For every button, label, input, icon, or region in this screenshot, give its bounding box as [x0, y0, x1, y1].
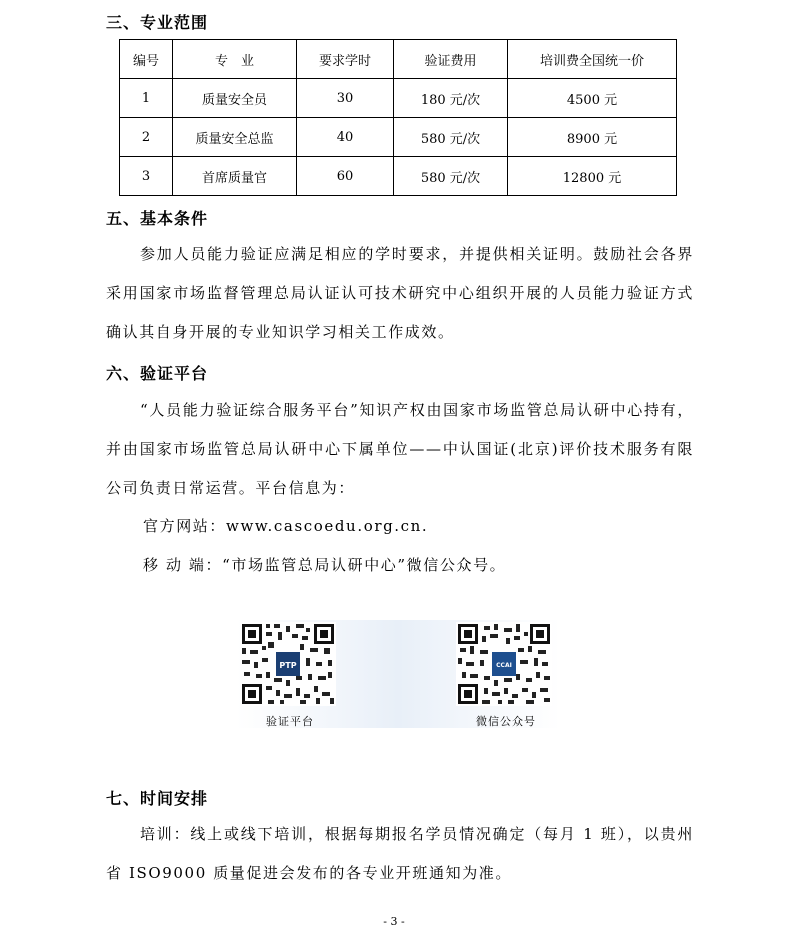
- table-row: [120, 157, 677, 196]
- cell-number: 1: [120, 79, 173, 118]
- col-header-hours: 要求学时: [297, 40, 394, 79]
- cell-training-price: 8900 元: [508, 118, 677, 157]
- cell-fee: 580 元/次: [394, 157, 508, 196]
- qr-code-icon: [240, 622, 336, 706]
- qr-block-platform: [240, 622, 340, 732]
- basic-conditions-paragraph: 参加人员能力验证应满足相应的学时要求，并提供相关证明。鼓励社会各界采用国家市场监督管理总局认证认可技术研究中心组织开展的人员能力验证方式确认其自身开展的专业知识学习相关工作成效。: [106, 245, 694, 341]
- cell-hours: 30: [297, 79, 394, 118]
- table-row: [120, 118, 677, 157]
- qr-caption-platform: 验证平台: [266, 715, 314, 728]
- cell-hours: 60: [297, 157, 394, 196]
- section-title-platform: 六、验证平台: [106, 364, 209, 383]
- qr-caption-wechat: 微信公众号: [476, 715, 536, 728]
- schedule-paragraph: 培训：线上或线下培训，根据每期报名学员情况确定（每月 1 班），以贵州省 ISO9000 质量促进会发布的各专业开班通知为准。: [106, 825, 694, 882]
- svg-text:PTP: PTP: [279, 661, 297, 670]
- table-header-row: [120, 40, 677, 79]
- col-header-fee: 验证费用: [394, 40, 508, 79]
- table-row: [120, 79, 677, 118]
- cell-number: 3: [120, 157, 173, 196]
- col-header-number: 编号: [120, 40, 173, 79]
- cell-specialty: 质量安全总监: [173, 118, 297, 157]
- official-website-line: 官方网站：www.cascoedu.org.cn.: [143, 517, 429, 535]
- cell-training-price: 4500 元: [508, 79, 677, 118]
- col-header-training-price: 培训费全国统一价: [508, 40, 677, 79]
- mobile-line: 移 动 端：“市场监管总局认研中心”微信公众号。: [143, 556, 507, 574]
- cell-specialty: 质量安全员: [173, 79, 297, 118]
- cell-specialty: 首席质量官: [173, 157, 297, 196]
- cell-fee: 180 元/次: [394, 79, 508, 118]
- section-title-basic-conditions: 五、基本条件: [106, 209, 209, 228]
- section-title-schedule: 七、时间安排: [106, 789, 209, 808]
- col-header-specialty: 专 业: [173, 40, 297, 79]
- cell-training-price: 12800 元: [508, 157, 677, 196]
- qr-code-icon: [456, 622, 552, 706]
- page-number: - 3 -: [383, 915, 405, 928]
- section-title-scope: 三、专业范围: [106, 13, 209, 32]
- platform-paragraph: “人员能力验证综合服务平台”知识产权由国家市场监管总局认研中心持有，并由国家市场监管总局认研中心下属单位——中认国证(北京)评价技术服务有限公司负责日常运营。平台信息为：: [106, 401, 694, 497]
- cell-number: 2: [120, 118, 173, 157]
- cell-fee: 580 元/次: [394, 118, 508, 157]
- qr-block-wechat: [456, 622, 556, 732]
- specialty-table: [119, 39, 677, 196]
- cell-hours: 40: [297, 118, 394, 157]
- svg-text:CCAI: CCAI: [496, 662, 512, 669]
